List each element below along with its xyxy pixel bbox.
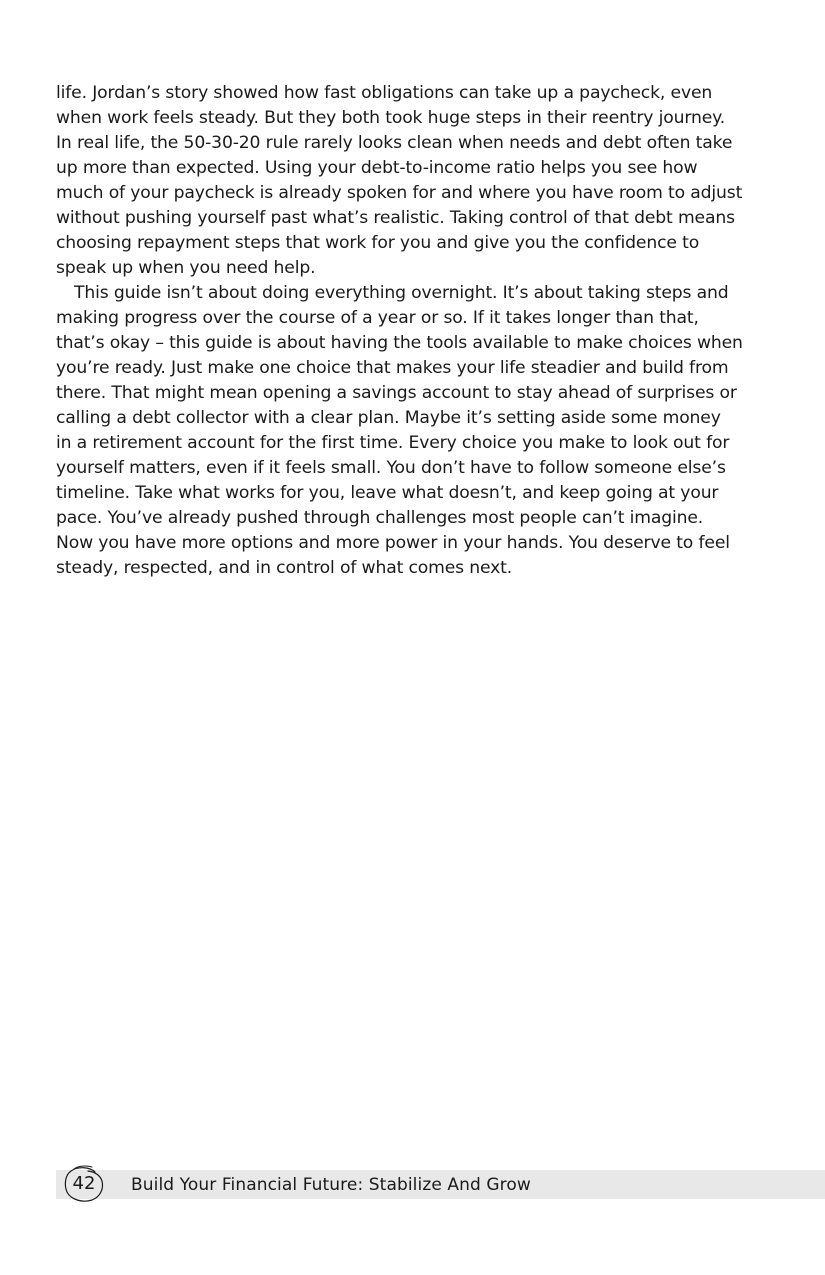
- text-line: life. Jordan’s story showed how fast obligations can take up a paycheck, even: [56, 83, 713, 103]
- text-line: This guide isn’t about doing everything overnight. It’s about taking steps and: [74, 283, 729, 303]
- text-line: there. That might mean opening a savings account to stay ahead of surprises or: [56, 383, 737, 403]
- text-line: when work feels steady. But they both took huge steps in their reentry journey.: [56, 108, 726, 128]
- text-line: calling a debt collector with a clear plan. Maybe it’s setting aside some money: [56, 408, 721, 428]
- footer-title: Build Your Financial Future: Stabilize And Grow: [131, 1175, 531, 1195]
- text-line: Now you have more options and more power in your hands. You deserve to feel: [56, 533, 730, 553]
- text-line: you’re ready. Just make one choice that makes your life steadier and build from: [56, 358, 729, 378]
- text-line: in a retirement account for the first time. Every choice you make to look out for: [56, 433, 730, 453]
- text-line: speak up when you need help.: [56, 258, 316, 278]
- paragraph-1: [56, 81, 743, 281]
- text-line: without pushing yourself past what’s realistic. Taking control of that debt means: [56, 208, 735, 228]
- text-line: making progress over the course of a year or so. If it takes longer than that,: [56, 308, 699, 328]
- text-line: that’s okay – this guide is about having the tools available to make choices when: [56, 333, 743, 353]
- page-body: [56, 81, 743, 581]
- text-line: up more than expected. Using your debt-to-income ratio helps you see how: [56, 158, 698, 178]
- text-line: steady, respected, and in control of what comes next.: [56, 558, 513, 578]
- paragraph-2: [56, 281, 743, 581]
- text-line: timeline. Take what works for you, leave what doesn’t, and keep going at your: [56, 483, 719, 503]
- text-line: yourself matters, even if it feels small. You don’t have to follow someone else’s: [56, 458, 726, 478]
- text-line: much of your paycheck is already spoken for and where you have room to adjust: [56, 183, 743, 203]
- text-line: pace. You’ve already pushed through challenges most people can’t imagine.: [56, 508, 704, 528]
- page-number-badge: [62, 1163, 106, 1205]
- page-number: 42: [72, 1173, 96, 1194]
- text-line: In real life, the 50-30-20 rule rarely looks clean when needs and debt often take: [56, 133, 733, 153]
- text-line: choosing repayment steps that work for you and give you the confidence to: [56, 233, 700, 253]
